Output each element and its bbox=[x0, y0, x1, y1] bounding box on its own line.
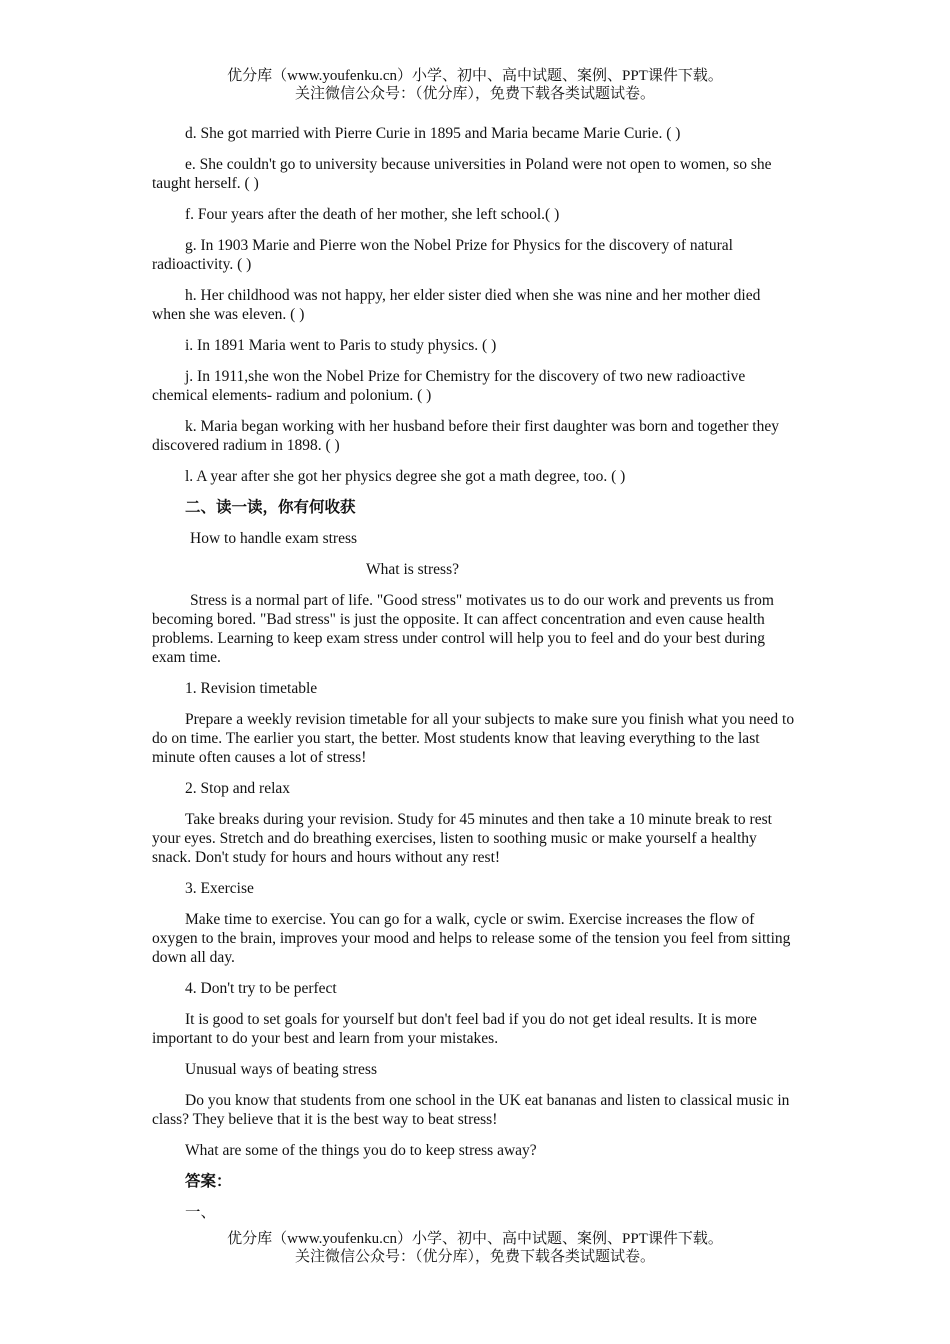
heading-revision-timetable: 1. Revision timetable bbox=[185, 680, 318, 697]
header-line-1: 优分库（www.youfenku.cn）小学、初中、高中试题、案例、PPT课件下载。 bbox=[227, 68, 723, 84]
header-line-2: 关注微信公众号：（优分库），免费下载各类试题试卷。 bbox=[294, 86, 655, 102]
reading-question: What are some of the things you do to keep stress away? bbox=[185, 1142, 537, 1159]
paragraph-unusual-ways: Do you know that students from one school in the UK eat bananas and listen to classical music in class? They believe that it is the best way to beat stress! bbox=[152, 1092, 790, 1128]
paragraph-exercise: Make time to exercise. You can go for a walk, cycle or swim. Exercise increases the flow of oxygen to the brain, improves your mood and helps to release some of the tension you feel from sitting down all day. bbox=[152, 911, 791, 966]
page-footer bbox=[0, 1230, 950, 1266]
footer-line-2: 关注微信公众号：（优分库），免费下载各类试题试卷。 bbox=[294, 1249, 655, 1265]
reading-intro: Stress is a normal part of life. "Good stress" motivates us to do our work and prevents us from becoming bored. "Bad stress" is just the opposite. It can affect concentration and even cause health problems. Learning to keep exam stress under control will help you to feel and do your best during exam time. bbox=[152, 592, 774, 666]
page-header bbox=[0, 67, 950, 103]
item-e: e. She couldn't go to university because universities in Poland were not open to women, so she taught herself. ( ) bbox=[152, 156, 772, 192]
heading-exercise: 3. Exercise bbox=[185, 880, 254, 897]
item-d: d. She got married with Pierre Curie in 1895 and Maria became Marie Curie. ( ) bbox=[185, 125, 681, 142]
paragraph-dont-be-perfect: It is good to set goals for yourself but don't feel bad if you do not get ideal results. It is more important to do your best and learn from your mistakes. bbox=[152, 1011, 757, 1047]
item-i: i. In 1891 Maria went to Paris to study physics. ( ) bbox=[185, 337, 497, 354]
item-l: l. A year after she got her physics degree she got a math degree, too. ( ) bbox=[185, 468, 626, 485]
item-f: f. Four years after the death of her mother, she left school.( ) bbox=[185, 206, 560, 223]
paragraph-revision-timetable: Prepare a weekly revision timetable for all your subjects to make sure you finish what you need to do on time. The earlier you start, the better. Most students know that leaving everything to the last minute often causes a lot of stress! bbox=[152, 711, 795, 766]
heading-unusual-ways: Unusual ways of beating stress bbox=[185, 1061, 377, 1078]
footer-line-1: 优分库（www.youfenku.cn）小学、初中、高中试题、案例、PPT课件下载。 bbox=[227, 1231, 723, 1247]
item-j: j. In 1911,she won the Nobel Prize for Chemistry for the discovery of two new radioactive chemical elements- radium and polonium. ( ) bbox=[152, 368, 746, 404]
item-g: g. In 1903 Marie and Pierre won the Nobel Prize for Physics for the discovery of natural radioactivity. ( ) bbox=[152, 237, 733, 273]
item-k: k. Maria began working with her husband before their first daughter was born and together they discovered radium in 1898. ( ) bbox=[152, 418, 779, 454]
answers-section-1: 一、 bbox=[185, 1204, 217, 1221]
paragraph-stop-and-relax: Take breaks during your revision. Study for 45 minutes and then take a 10 minute break to rest your eyes. Stretch and do breathing exercises, listen to soothing music or make yourself a healthy snack. Don't study for hours and hours without any rest! bbox=[152, 811, 772, 866]
heading-stop-and-relax: 2. Stop and relax bbox=[185, 780, 291, 797]
section-2-title: 二、读一读，你有何收获 bbox=[185, 499, 356, 516]
answers-label: 答案： bbox=[185, 1173, 232, 1190]
heading-dont-be-perfect: 4. Don't try to be perfect bbox=[185, 980, 337, 997]
reading-subtitle: What is stress? bbox=[366, 561, 459, 578]
item-h: h. Her childhood was not happy, her elder sister died when she was nine and her mother died when she was eleven. ( ) bbox=[152, 287, 761, 323]
reading-title: How to handle exam stress bbox=[190, 530, 358, 547]
document-body bbox=[152, 124, 797, 1234]
